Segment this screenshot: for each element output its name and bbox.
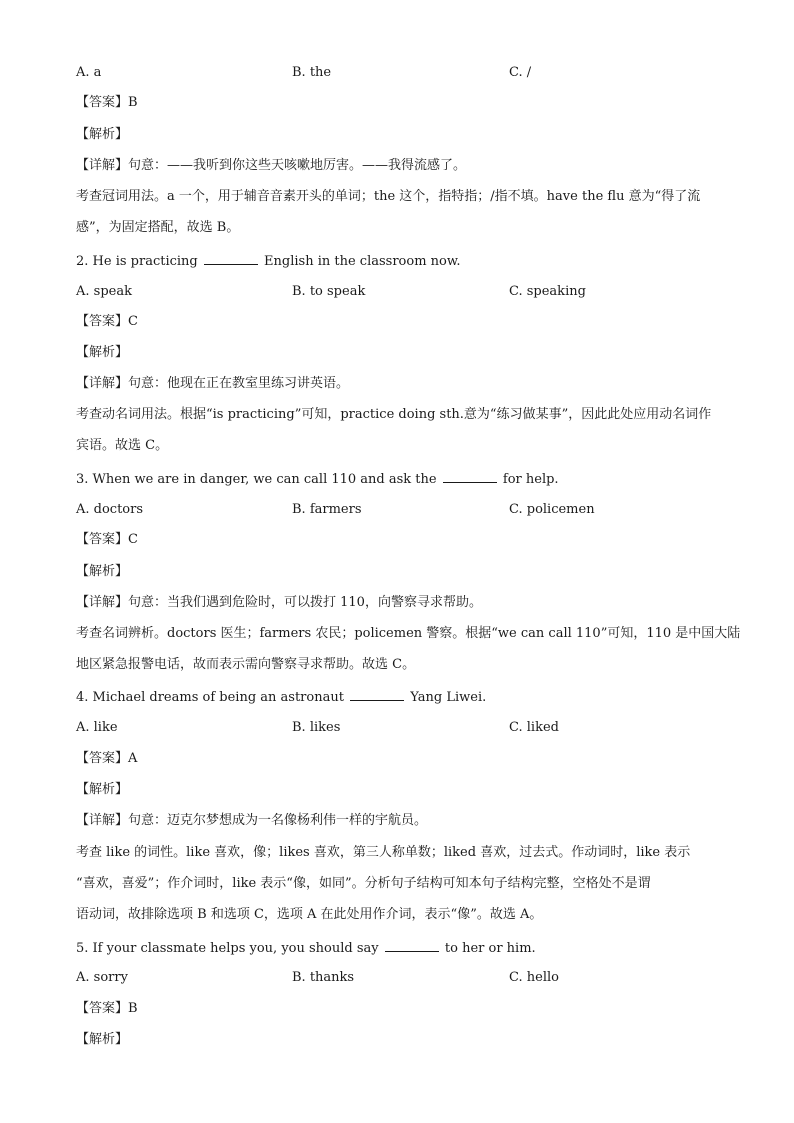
q5-answer: 【答案】B	[76, 1001, 138, 1016]
q3-stem-before-blank: 3. When we are in danger, we can call 110 and ask the	[76, 472, 437, 487]
q2-detail: 【详解】句意：他现在正在教室里练习讲英语。	[76, 376, 350, 391]
q1-answer: 【答案】B	[76, 95, 138, 110]
q4-analysis-label: 【解析】	[76, 782, 129, 797]
q4-option-b: B. likes	[292, 720, 341, 735]
q5-stem-after-blank: to her or him.	[444, 941, 536, 956]
q4-stem	[76, 688, 486, 706]
q4-stem-before-blank: 4. Michael dreams of being an astronaut	[76, 690, 344, 705]
q1-explanation-line-2: 感”，为固定搭配，故选 B。	[76, 220, 240, 235]
q2-answer: 【答案】C	[76, 314, 138, 329]
q4-option-a: A. like	[76, 720, 118, 735]
q4-explanation-line-3: 语动词，故排除选项 B 和选项 C，选项 A 在此处用作介词，表示“像”。故选 A。	[76, 907, 543, 922]
q1-option-c: C. /	[509, 65, 532, 80]
q2-option-a: A. speak	[76, 284, 132, 299]
q3-blank	[443, 470, 497, 483]
q2-blank	[204, 252, 258, 265]
q3-option-c: C. policemen	[509, 502, 595, 517]
q4-option-c: C. liked	[509, 720, 559, 735]
q2-option-c: C. speaking	[509, 284, 586, 299]
q4-explanation-line-2: “喜欢，喜爱”；作介词时，like 表示“像，如同”。分析句子结构可知本句子结构完整，空格处不是谓	[76, 876, 651, 891]
q4-stem-after-blank: Yang Liwei.	[410, 690, 487, 705]
q3-explanation-line-1: 考查名词辨析。doctors 医生；farmers 农民；policemen 警察。根据“we can call 110”可知，110 是中国大陆	[76, 626, 741, 641]
q5-option-c: C. hello	[509, 970, 559, 985]
q1-option-b: B. the	[292, 65, 332, 80]
q1-detail: 【详解】句意：——我听到你这些天咳嗽地厉害。——我得流感了。	[76, 158, 467, 173]
q2-analysis-label: 【解析】	[76, 345, 129, 360]
q3-option-a: A. doctors	[76, 502, 144, 517]
q2-stem-after-blank: English in the classroom now.	[264, 254, 461, 269]
q5-option-a: A. sorry	[76, 970, 128, 985]
q4-blank	[350, 688, 404, 701]
q3-analysis-label: 【解析】	[76, 564, 129, 579]
q4-answer: 【答案】A	[76, 751, 138, 766]
q2-explanation-line-2: 宾语。故选 C。	[76, 438, 169, 453]
q4-detail: 【详解】句意：迈克尔梦想成为一名像杨利伟一样的宇航员。	[76, 813, 428, 828]
q1-option-a: A. a	[76, 65, 102, 80]
q3-explanation-line-2: 地区紧急报警电话，故而表示需向警察寻求帮助。故选 C。	[76, 657, 416, 672]
q3-detail: 【详解】句意：当我们遇到危险时，可以拨打 110，向警察寻求帮助。	[76, 595, 482, 610]
q4-explanation-line-1: 考查 like 的词性。like 喜欢，像；likes 喜欢，第三人称单数；liked 喜欢，过去式。作动词时，like 表示	[76, 845, 691, 860]
q3-stem	[76, 470, 559, 488]
q5-option-b: B. thanks	[292, 970, 355, 985]
q2-stem-before-blank: 2. He is practicing	[76, 254, 198, 269]
q5-stem	[76, 939, 536, 957]
q5-stem-before-blank: 5. If your classmate helps you, you should say	[76, 941, 379, 956]
q2-stem	[76, 252, 461, 270]
q3-option-b: B. farmers	[292, 502, 362, 517]
q2-explanation-line-1: 考查动名词用法。根据“is practicing”可知，practice doing sth.意为“练习做某事”，因此此处应用动名词作	[76, 407, 712, 422]
q3-stem-after-blank: for help.	[502, 472, 559, 487]
q1-analysis-label: 【解析】	[76, 127, 129, 142]
q5-blank	[385, 939, 439, 952]
q1-explanation-line-1: 考查冠词用法。a 一个，用于辅音音素开头的单词；the 这个，指特指；/指不填。have the flu 意为“得了流	[76, 189, 701, 204]
q2-option-b: B. to speak	[292, 284, 366, 299]
q5-analysis-label: 【解析】	[76, 1032, 129, 1047]
q3-answer: 【答案】C	[76, 532, 138, 547]
